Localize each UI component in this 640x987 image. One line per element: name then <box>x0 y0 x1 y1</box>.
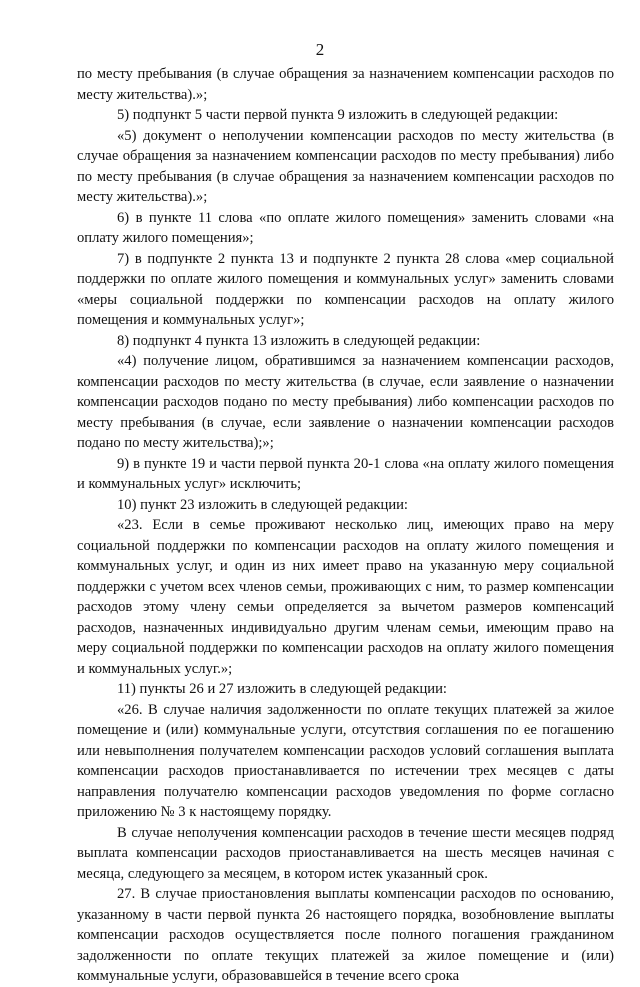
page-number: 2 <box>315 40 325 59</box>
paragraph: 9) в пункте 19 и части первой пункта 20-1 слова «на оплату жилого помещения и коммунальных услуг» исключить; <box>77 455 614 492</box>
paragraph: 27. В случае приостановления выплаты компенсации расходов по основанию, указанному в части первой пункта 26 настоящего порядка, возобновление выплаты компенсации расходов осуществляется после полного погашения гражданином задолженности по оплате текущих платежей за жилое помещение и (или) коммунальные услуги, образовавшейся в течение всего срока <box>77 886 614 984</box>
paragraph: «5) документ о неполучении компенсации расходов по месту жительства (в случае обращения за назначением компенсации расходов по месту пребывания) либо по месту пребывания (в случае обращения за назначением компенсации расходов по месту жительства).»; <box>77 127 614 205</box>
paragraph: 10) пункт 23 изложить в следующей редакции: <box>117 496 408 513</box>
paragraph: 7) в подпункте 2 пункта 13 и подпункте 2 пункта 28 слова «мер социальной поддержки по оплате жилого помещения и коммунальных услуг» заменить словами «меры социальной поддержки по компенсации расходов на оплату жилого помещения и коммунальных услуг»; <box>77 250 614 328</box>
paragraph: «4) получение лицом, обратившимся за назначением компенсации расходов, компенсации расходов по месту жительства (в случае, если заявление о назначении компенсации расходов подано по месту пребывания) либо компенсации расходов по месту пребывания (в случае, если заявление о назначении компенсации расходов подано по месту жительства);»; <box>77 353 614 451</box>
paragraph: «26. В случае наличия задолженности по оплате текущих платежей за жилое помещение и (или) коммунальные услуги, отсутствия соглашения по ее погашению или невыполнения получателем компенсации расходов условий соглашения выплата компенсации расходов приостанавливается по истечении трех месяцев с даты направления получателю компенсации расходов уведомления по форме согласно приложению № 3 к настоящему порядку. <box>77 701 614 820</box>
document-body <box>77 64 614 987</box>
paragraph: 8) подпункт 4 пункта 13 изложить в следующей редакции: <box>117 332 481 349</box>
paragraph: «23. Если в семье проживают несколько лиц, имеющих право на меру социальной поддержки по компенсации расходов на оплату жилого помещения и коммунальных услуг, и один из них имеет право на указанную меру социальной поддержки с учетом всех членов семьи, проживающих с ним, то размер компенсации расходов этому члену семьи определяется за вычетом размеров компенсаций расходов, назначенных индивидуально другим членам семьи, имеющим право на меру социальной поддержки по компенсации расходов на оплату жилого помещения и коммунальных услуг.»; <box>77 517 614 677</box>
paragraph: 5) подпункт 5 части первой пункта 9 изложить в следующей редакции: <box>117 107 559 123</box>
paragraph: по месту пребывания (в случае обращения за назначением компенсации расходов по месту жительства).»; <box>77 66 614 103</box>
paragraph: 6) в пункте 11 слова «по оплате жилого помещения» заменить словами «на оплату жилого помещения»; <box>77 209 614 246</box>
paragraph: В случае неполучения компенсации расходов в течение шести месяцев подряд выплата компенсации расходов приостанавливается на шесть месяцев начиная с месяца, следующего за месяцем, в котором истек указанный срок. <box>77 824 614 882</box>
paragraph: 11) пункты 26 и 27 изложить в следующей редакции: <box>117 681 447 697</box>
